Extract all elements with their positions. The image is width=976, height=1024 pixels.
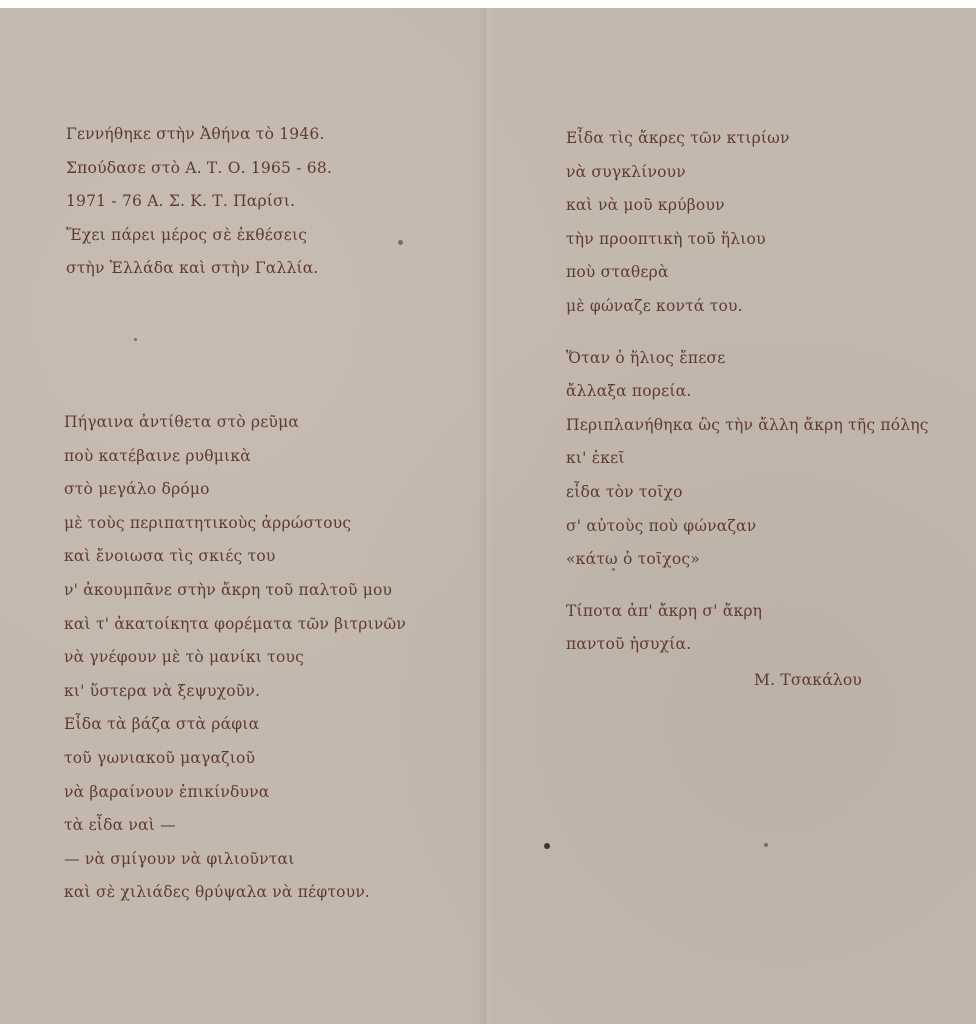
paper-sheet (0, 8, 976, 1024)
author-signature: Μ. Τσακάλου (754, 671, 863, 689)
poem-line: Πήγαινα ἀντίθετα στὸ ρεῦμα (64, 413, 300, 431)
poem-line: τὰ εἶδα ναὶ — (64, 816, 176, 835)
paper-speck (398, 240, 403, 245)
poem-line: ποὺ κατέβαινε ρυθμικὰ (64, 446, 251, 465)
poem-line: — νὰ σμίγουν νὰ φιλιοῦνται (64, 849, 295, 868)
poem-line: τὴν προοπτικὴ τοῦ ἥλιου (566, 229, 766, 248)
poem-line: νὰ βαραίνουν ἐπικίνδυνα (64, 782, 270, 801)
poem-line: στὸ μεγάλο δρόμο (64, 480, 210, 499)
center-fold (478, 8, 494, 1024)
poem-line: Περιπλανήθηκα ὣς τὴν ἄλλη ἄκρη τῆς πόλης (566, 415, 929, 434)
poem-right-column (566, 122, 929, 662)
poem-line: εἶδα τὸν τοῖχο (566, 482, 683, 501)
poem-line: μὲ τοὺς περιπατητικοὺς ἀρρώστους (64, 513, 352, 532)
paper-speck (134, 338, 137, 341)
poem-line: καὶ τ' ἀκατοίκητα φορέματα τῶν βιτρινῶν (64, 614, 406, 633)
poem-line: ποὺ σταθερὰ (566, 263, 669, 282)
poem-line: παντοῦ ἡσυχία. (566, 635, 692, 654)
stanza-break (566, 577, 929, 595)
stanza-break (566, 324, 929, 342)
paper-speck (764, 843, 768, 847)
poem-line: σ' αὐτοὺς ποὺ φώναζαν (566, 516, 757, 535)
poem-line: ἄλλαξα πορεία. (566, 382, 692, 401)
poem-line: Εἶδα τὰ βάζα στὰ ράφια (64, 715, 260, 734)
poem-line: κι' ὕστερα νὰ ξεψυχοῦν. (64, 681, 261, 700)
poem-line: κι' ἐκεῖ (566, 449, 625, 468)
poem-line: ν' ἀκουμπᾶνε στὴν ἄκρη τοῦ παλτοῦ μου (64, 580, 393, 599)
bio-line: Σπούδασε στὸ Α. Τ. Ο. 1965 - 68. (66, 158, 333, 177)
poem-line: καὶ νὰ μοῦ κρύβουν (566, 196, 725, 215)
poem-line: Ὅταν ὁ ἥλιος ἔπεσε (566, 348, 726, 367)
poem-left-column (64, 406, 406, 910)
author-bio (66, 118, 332, 286)
poem-line: νὰ γνέφουν μὲ τὸ μανίκι τους (64, 648, 304, 667)
poem-line: μὲ φώναζε κοντά του. (566, 296, 743, 315)
poem-line: Εἶδα τὶς ἄκρες τῶν κτιρίων (566, 129, 790, 147)
poem-line: Τίποτα ἀπ' ἄκρη σ' ἄκρη (566, 601, 763, 620)
paper-speck (544, 843, 550, 849)
poem-line: καὶ ἔνοιωσα τὶς σκιές του (64, 547, 276, 566)
bio-line: στὴν Ἑλλάδα καὶ στὴν Γαλλία. (66, 259, 319, 278)
poem-line: τοῦ γωνιακοῦ μαγαζιοῦ (64, 748, 256, 767)
bio-line: Ἔχει πάρει μέρος σὲ ἐκθέσεις (66, 225, 308, 244)
poem-line: νὰ συγκλίνουν (566, 162, 686, 181)
bio-line: 1971 - 76 Α. Σ. Κ. Τ. Παρίσι. (66, 192, 296, 211)
bio-line: Γεννήθηκε στὴν Ἀθήνα τὸ 1946. (66, 125, 325, 143)
poem-line: καὶ σὲ χιλιάδες θρύψαλα νὰ πέφτουν. (64, 883, 371, 902)
poem-line: «κάτω ὁ τοῖχος» (566, 550, 700, 569)
